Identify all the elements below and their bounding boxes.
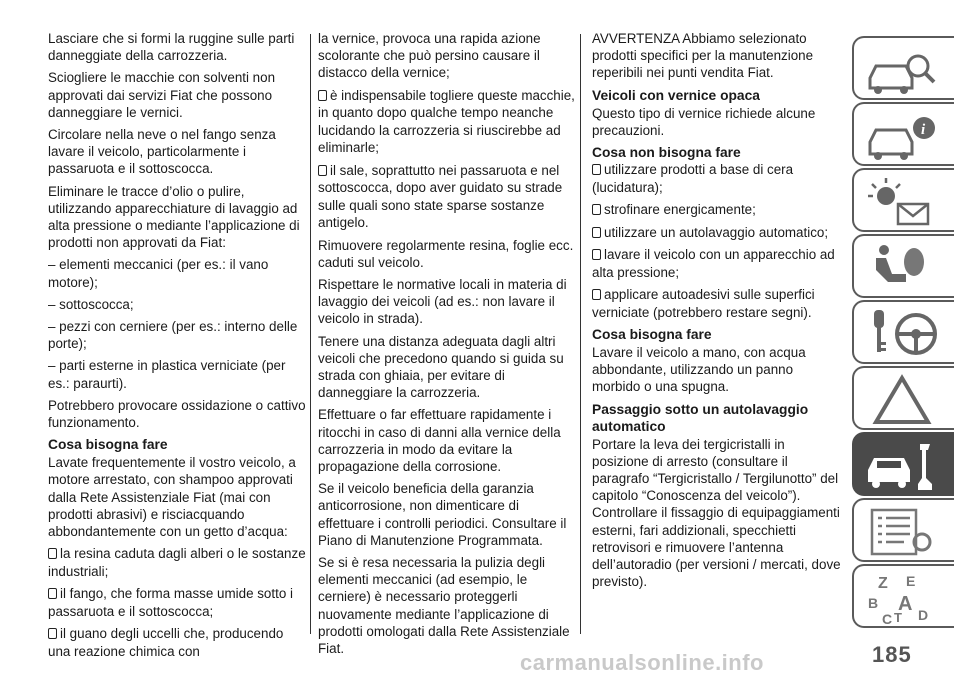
warning-lights-icon (862, 174, 948, 230)
paragraph: Lavare il veicolo a mano, con acqua abbondante, utilizzando un panno morbido o una spugna. (592, 345, 806, 395)
specs-list-icon (862, 504, 948, 560)
bullet-box-icon (592, 204, 601, 215)
text-column-3 (592, 30, 842, 595)
chapter-tab-emergency[interactable] (852, 366, 954, 430)
bullet-item: il guano degli uccelli che, producendo una reazione chimica con (48, 626, 284, 659)
section-heading: Cosa bisogna fare (48, 437, 168, 453)
key-steering-wheel-icon (862, 306, 948, 362)
text-column-1 (48, 30, 308, 665)
chapter-tab-starting-driving[interactable] (852, 300, 954, 364)
index-letter: E (906, 573, 916, 589)
paragraph: Lasciare che si formi la ruggine sulle parti danneggiate della carrozzeria. (48, 31, 295, 64)
bullet-box-icon (318, 90, 327, 101)
text-column-2 (318, 30, 578, 662)
paragraph: Eliminare le tracce d’olio o pulire, utilizzando apparecchiature di lavaggio ad alta pressione o mediante l’applicazione di prodotti non approvati da Fiat: (48, 183, 300, 251)
column-divider (310, 34, 311, 634)
index-letter: T (894, 610, 902, 625)
car-info-icon (862, 108, 948, 164)
svg-text:i: i (921, 122, 926, 138)
paragraph: Circolare nella neve o nel fango senza lavare il veicolo, particolarmente i passaruota e il sottoscocca. (48, 127, 276, 177)
paragraph: Rispettare le normative locali in materia di lavaggio dei veicoli (ad es.: non lavare il veicolo in strada). (318, 277, 567, 327)
car-wrench-icon (862, 438, 948, 494)
bullet-item: il fango, che forma masse umide sotto i passaruota e il sottoscocca; (48, 586, 293, 619)
paragraph: Se il veicolo beneficia della garanzia anticorrosione, non dimenticare di effettuare i controlli periodici. Consultare il Piano di Manutenzione Programmata. (318, 481, 567, 548)
column-divider (580, 34, 581, 634)
bullet-box-icon (48, 628, 57, 639)
watermark-text: carmanualsonline.info (520, 650, 764, 675)
bullet-box-icon (48, 548, 57, 559)
warning-paragraph: AVVERTENZA Abbiamo selezionato prodotti specifici per la manutenzione reperibili nei punti vendita Fiat. (592, 31, 814, 81)
bullet-item: la resina caduta dagli alberi o le sostanze industriali; (48, 546, 306, 579)
bullet-box-icon (318, 165, 327, 176)
bullet-box-icon (592, 227, 601, 238)
page-number: 185 (872, 642, 912, 667)
bullet-box-icon (592, 164, 601, 175)
section-heading: Passaggio sotto un autolavaggio automatico (592, 401, 809, 434)
chapter-tab-warning-lights[interactable] (852, 168, 954, 232)
paragraph: Questo tipo di vernice richiede alcune precauzioni. (592, 105, 816, 138)
bullet-item: il sale, soprattutto nei passaruota e nel sottoscocca, dopo aver guidato su strade sulle quali sono state sparse sostanze antigelo. (318, 162, 563, 231)
index-letter: B (868, 595, 879, 611)
paragraph: la vernice, provoca una rapida azione scolorante che può persino causare il distacco della vernice; (318, 31, 541, 81)
airbag-seat-icon (862, 240, 948, 296)
paragraph: Sciogliere le macchie con solventi non approvati dai servizi Fiat che possono danneggiare le vernici. (48, 70, 276, 120)
paragraph: Rimuovere regolarmente resina, foglie ecc. caduti sul veicolo. (318, 237, 574, 270)
bullet-box-icon (48, 588, 57, 599)
section-heading: Veicoli con vernice opaca (592, 87, 760, 103)
bullet-box-icon (592, 289, 601, 300)
index-letter: Z (878, 575, 888, 592)
paragraph: Lavate frequentemente il vostro veicolo, a motore arrestato, con shampoo approvati dalla Rete Assistenziale Fiat (mai con prodotti abrasivi) e risciacquando abbondantemente con un getto d’acqua: (48, 455, 296, 540)
car-search-icon (862, 42, 948, 98)
paragraph: Portare la leva dei tergicristalli in posizione di arresto (consultare il paragrafo “Tergicristallo / Tergilunotto” del capitolo “Conoscenza del veicolo”). Controllare il fissaggio di equipaggiamenti esterni, fari addizionali, specchietti retrovisori e rimuovere l’antenna dell’autoradio (per versioni / mercati, dove previsto). (592, 436, 841, 590)
dash-item: – sottoscocca; (48, 296, 134, 312)
chapter-tab-technical-data[interactable] (852, 498, 954, 562)
chapter-tab-maintenance[interactable] (852, 432, 954, 496)
dash-item: – parti esterne in plastica verniciate (per es.: paraurti). (48, 358, 286, 391)
paragraph: Effettuare o far effettuare rapidamente i ritocchi in caso di danni alla vernice della carrozzeria in modo da evitare la propagazione della corrosione. (318, 407, 561, 475)
dash-item: – pezzi con cerniere (per es.: interno delle porte); (48, 319, 298, 352)
chapter-tab-index[interactable] (852, 564, 954, 628)
bullet-item: strofinare energicamente; (592, 201, 842, 219)
chapter-tab-vehicle-knowledge[interactable] (852, 36, 954, 100)
bullet-item: lavare il veicolo con un apparecchio ad alta pressione; (592, 247, 835, 280)
dash-item: – elementi meccanici (per es.: il vano motore); (48, 257, 269, 290)
alphabet-index-icon (862, 570, 948, 626)
paragraph: Potrebbero provocare ossidazione o cattivo funzionamento. (48, 397, 306, 431)
chapter-tab-safety[interactable] (852, 234, 954, 298)
bullet-item: utilizzare prodotti a base di cera (lucidatura); (592, 162, 794, 195)
index-letter: C (882, 611, 893, 626)
bullet-item: applicare autoadesivi sulle superfici verniciate (potrebbero restare segni). (592, 287, 815, 320)
section-heading: Cosa non bisogna fare (592, 145, 741, 161)
bullet-box-icon (592, 249, 601, 260)
index-letter: A (898, 593, 913, 615)
index-letter: D (918, 607, 929, 623)
bullet-item: utilizzare un autolavaggio automatico; (592, 224, 842, 242)
triangle-warning-icon (862, 372, 948, 428)
bullet-item: è indispensabile togliere queste macchie, in quanto dopo qualche tempo neanche lucidando la carrozzeria si riuscirebbe ad eliminarle; (318, 87, 575, 156)
chapter-tab-instrument-panel[interactable] (852, 102, 954, 166)
paragraph: Tenere una distanza adeguata dagli altri veicoli che precedono quando si guida su strada con ghiaia, per evitare di danneggiare la carrozzeria. (318, 333, 564, 401)
paragraph: Se si è resa necessaria la pulizia degli elementi meccanici (ad esempio, le cerniere) è necessario proteggerli nuovamente mediante l’applicazione di prodotti omologati dalla Rete Assistenziale Fiat. (318, 555, 570, 657)
section-heading: Cosa bisogna fare (592, 327, 712, 343)
